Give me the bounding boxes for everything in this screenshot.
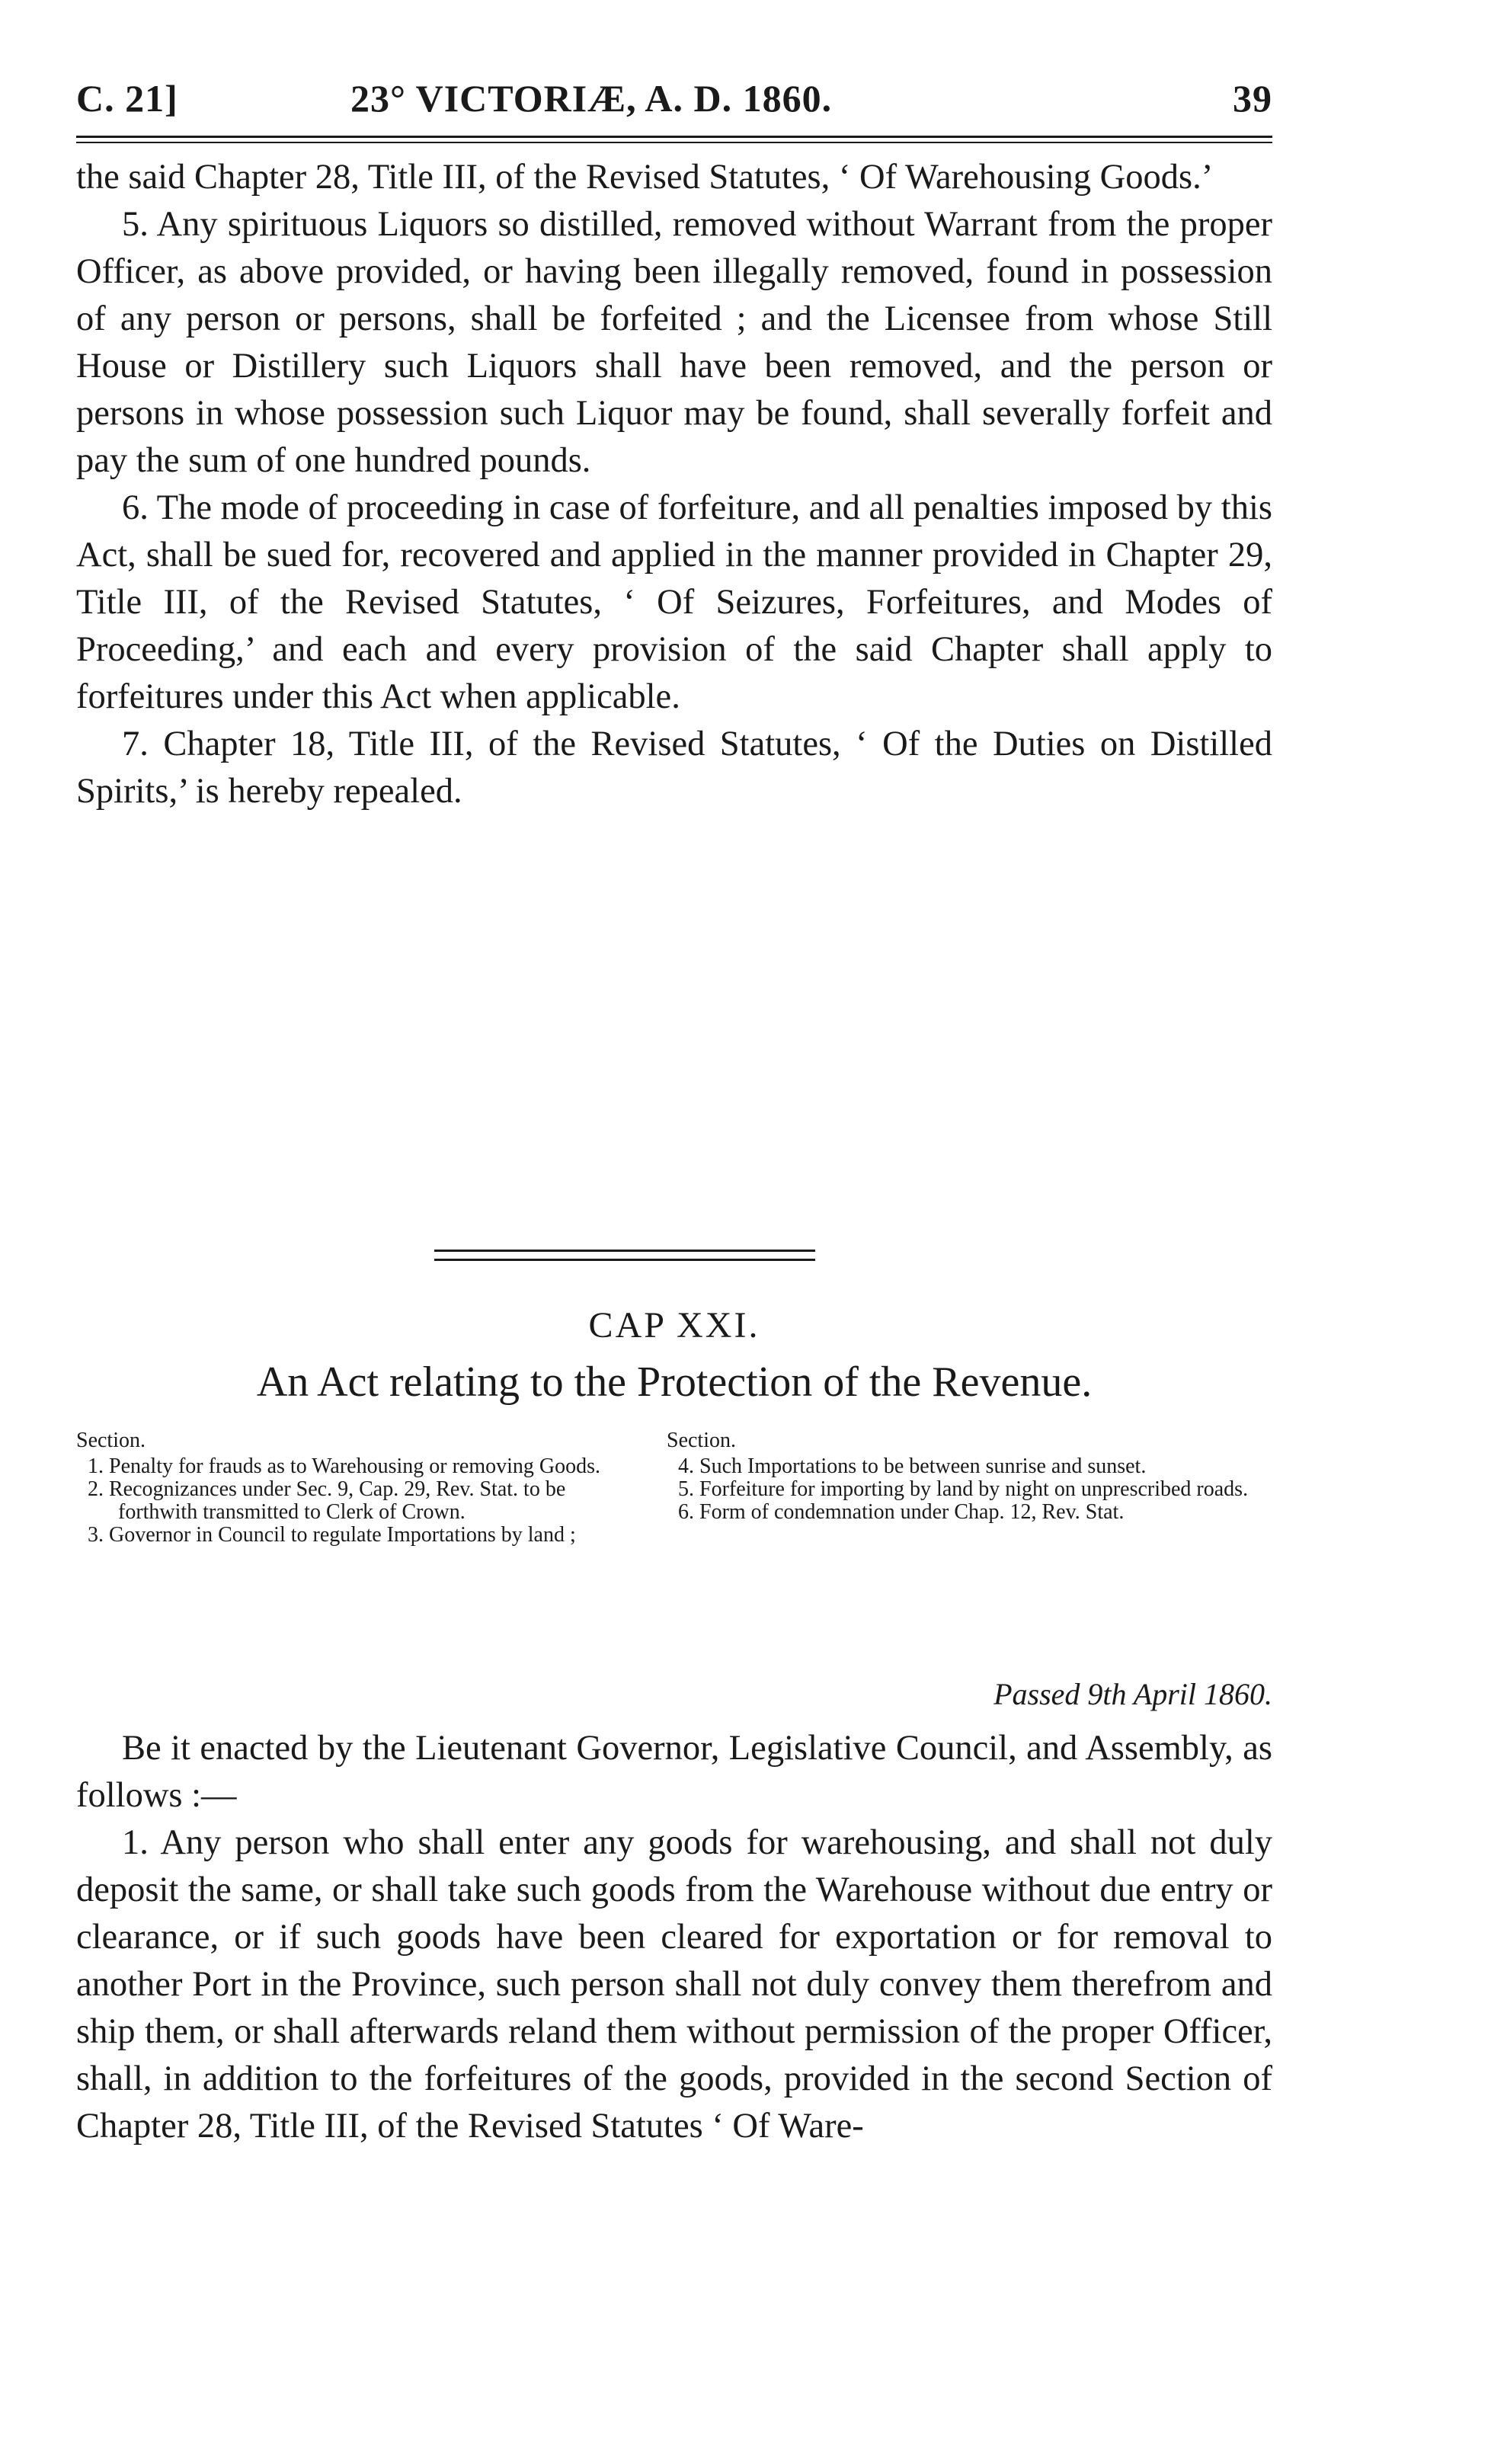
- section-1-paragraph: 1. Any person who shall enter any goods for warehousing, and shall not duly deposit the same, or shall take such goods from the Warehouse without due entry or clearance, or if such goods have been cleared for exportation or for removal to another Port in the Province, such person shall not duly convey them therefrom and ship them, or shall afterwards reland them without permission of the proper Officer, shall, in addition to the forfeitures of the goods, provided in the second Section of Chapter 28, Title III, of the Revised Statutes ‘ Of Ware-: [76, 1823, 1272, 2146]
- contents-entry: 1. Penalty for frauds as to Warehousing or removing Goods.: [88, 1454, 600, 1478]
- act-title: An Act relating to the Protection of the Revenue.: [256, 1358, 1093, 1406]
- enacting-clause: Be it enacted by the Lieutenant Governor, Legislative Council, and Assembly, as follows :—: [76, 1729, 1272, 1815]
- contents-right-column: [667, 1429, 1261, 1524]
- contents-entry: 5. Forfeiture for importing by land by night on unprescribed roads.: [678, 1477, 1249, 1501]
- contents-entry: 4. Such Importations to be between sunrise and sunset.: [678, 1454, 1147, 1478]
- chapter-reference: C. 21]: [76, 77, 178, 120]
- section-7-paragraph: 7. Chapter 18, Title III, of the Revised Statutes, ‘ Of the Duties on Distilled Spirits,’ is hereby repealed.: [76, 725, 1272, 811]
- contents-entry: 6. Form of condemnation under Chap. 12, Rev. Stat.: [678, 1500, 1125, 1524]
- header-rule-secondary: [76, 142, 1272, 143]
- enacting-text: [76, 1725, 1272, 2150]
- contents-entry: 3. Governor in Council to regulate Importations by land ;: [88, 1523, 576, 1547]
- section-divider-rule: [434, 1259, 815, 1261]
- running-head: [76, 76, 1272, 137]
- section-divider-rule: [434, 1250, 815, 1252]
- contents-heading: Section.: [76, 1429, 146, 1452]
- continued-paragraph: the said Chapter 28, Title III, of the Revised Statutes, ‘ Of Warehousing Goods.’: [76, 158, 1214, 197]
- contents-entry: 2. Recognizances under Sec. 9, Cap. 29, Rev. Stat. to be forthwith transmitted to Clerk of Crown.: [88, 1477, 566, 1524]
- regnal-year-title: 23° VICTORIÆ, A. D. 1860.: [350, 77, 833, 120]
- passed-date: Passed 9th April 1860.: [993, 1677, 1272, 1711]
- header-rule: [76, 136, 1272, 138]
- section-6-paragraph: 6. The mode of proceeding in case of forfeiture, and all penalties imposed by this Act, shall be sued for, recovered and applied in the manner provided in Chapter 29, Title III, of the Revised Statutes, ‘ Of Seizures, Forfeitures, and Modes of Proceeding,’ and each and every provision of the said Chapter shall apply to forfeitures under this Act when applicable.: [76, 488, 1272, 716]
- contents-heading: Section.: [667, 1429, 736, 1452]
- page-number: 39: [1233, 77, 1272, 120]
- section-5-paragraph: 5. Any spirituous Liquors so distilled, removed without Warrant from the proper Officer, as above provided, or having been illegally removed, found in possession of any person or persons, shall be forfeited ; and the Licensee from whose Still House or Distillery such Liquors shall have been removed, and the person or persons in whose possession such Liquor may be found, shall severally forfeit and pay the sum of one hundred pounds.: [76, 205, 1272, 480]
- preceding-act-text: [76, 154, 1272, 815]
- cap-number: CAP XXI.: [588, 1305, 760, 1346]
- contents-left-column: [76, 1429, 640, 1547]
